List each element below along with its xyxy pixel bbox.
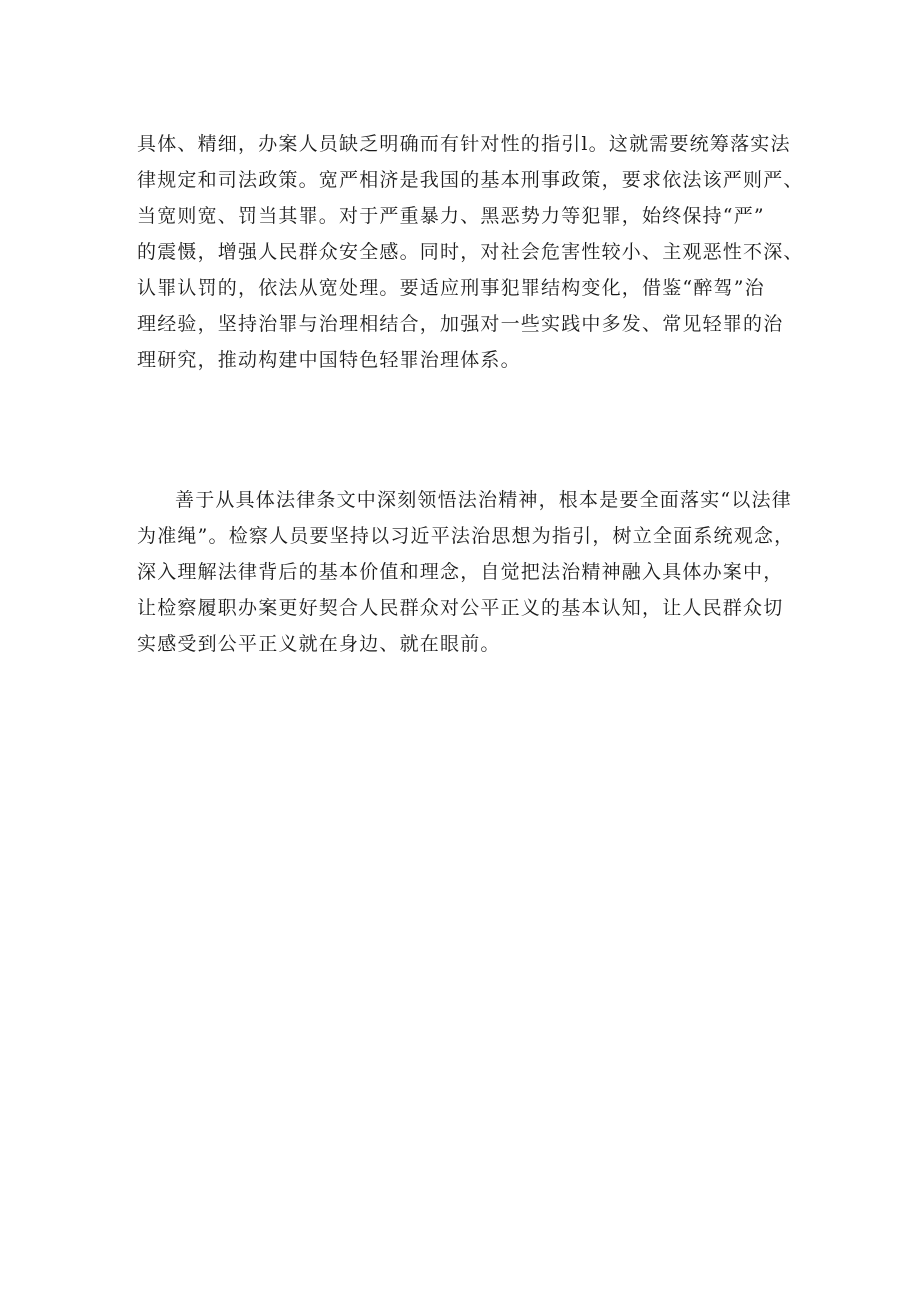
paragraph-line: 让检察履职办案更好契合人民群众对公平正义的基本认知，让人民群众切 [137, 597, 784, 619]
paragraph-line: 为准绳”。检察人员要坚持以习近平法治思想为指引，树立全面系统观念， [137, 525, 795, 547]
paragraph-line: 实感受到公平正义就在身边、就在眼前。 [137, 633, 501, 655]
paragraph-line: 深入理解法律背后的基本价值和理念，自觉把法治精神融入具体办案中， [137, 561, 784, 583]
paragraph-line: 理经验，坚持治罪与治理相结合，加强对一些实践中多发、常见轻罪的治 [137, 313, 784, 335]
paragraph-1 [137, 126, 804, 378]
paragraph-line: 善于从具体法律条文中深刻领悟法治精神，根本是要全面落实“以法律 [175, 489, 792, 511]
paragraph-2 [137, 482, 795, 662]
paragraph-line: 理研究，推动构建中国特色轻罪治理体系。 [137, 349, 521, 371]
paragraph-line: 律规定和司法政策。宽严相济是我国的基本刑事政策，要求依法该严则严、 [137, 169, 804, 191]
paragraph-line: 的震慑，增强人民群众安全感。同时，对社会危害性较小、主观恶性不深、 [137, 241, 804, 263]
paragraph-line: 认罪认罚的，依法从宽处理。要适应刑事犯罪结构变化，借鉴“醉驾”治 [137, 277, 765, 299]
paragraph-line: 具体、精细，办案人员缺乏明确而有针对性的指引l。这就需要统筹落实法 [137, 133, 791, 155]
paragraph-line: 当宽则宽、罚当其罪。对于严重暴力、黑恶势力等犯罪，始终保持“严” [137, 205, 765, 227]
